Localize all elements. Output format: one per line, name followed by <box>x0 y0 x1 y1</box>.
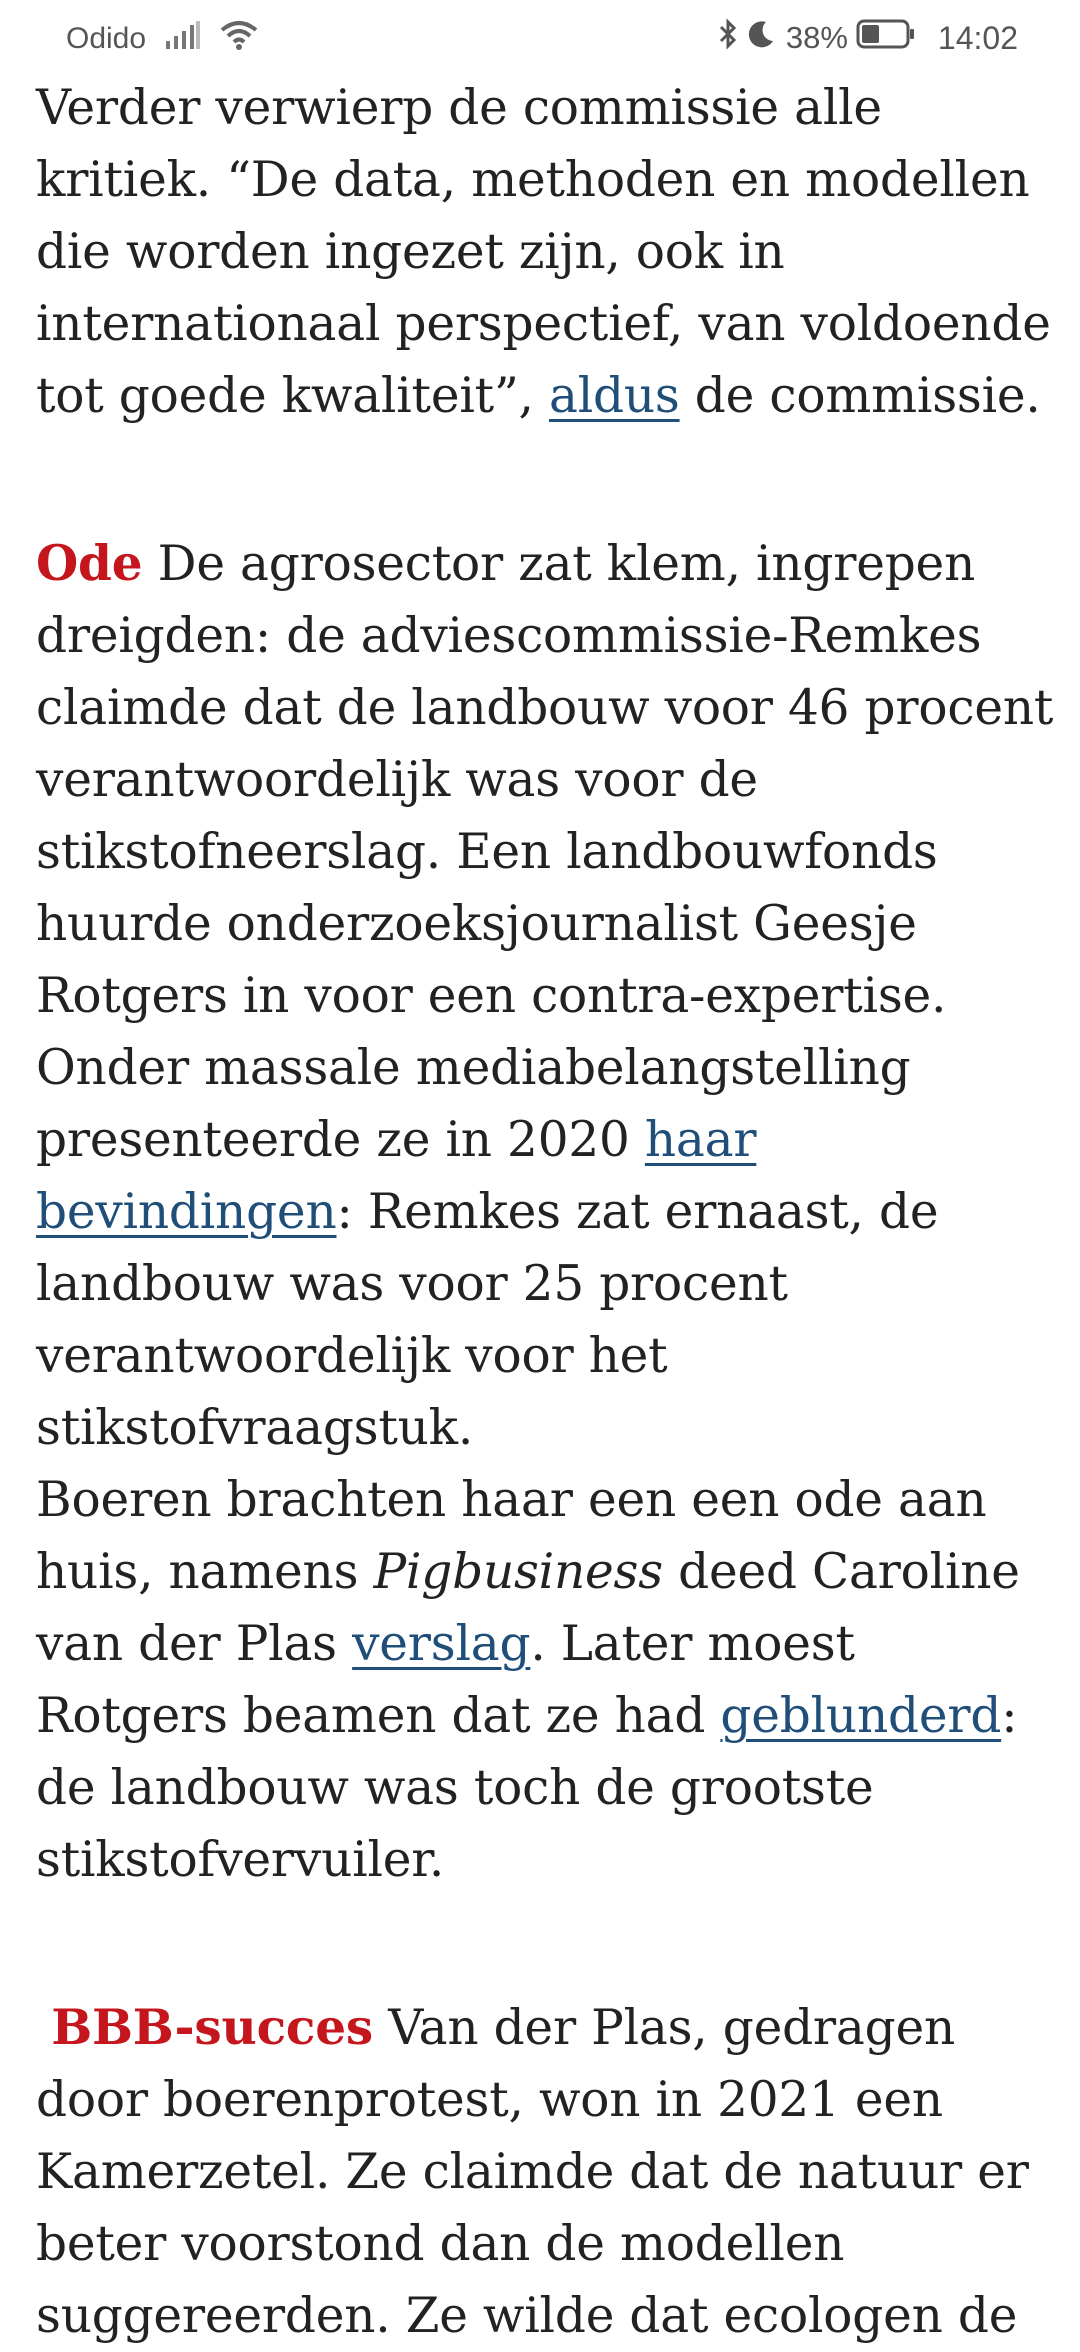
link-verslag[interactable]: verslag <box>352 1616 531 1672</box>
battery-icon <box>856 19 916 57</box>
article-body <box>36 72 1056 2352</box>
link-aldus[interactable]: aldus <box>548 368 680 424</box>
wifi-icon <box>220 20 258 58</box>
paragraph-commissie <box>36 72 1056 432</box>
link-haar-bevindingen[interactable]: haar bevindingen <box>36 1112 757 1240</box>
link-geblunderd[interactable]: geblunderd <box>720 1688 1002 1744</box>
bluetooth-icon <box>718 18 738 58</box>
battery-percent: 38% <box>785 20 848 55</box>
paragraph-text: deed Caroline van der Plas <box>36 1544 1020 1672</box>
pigbusiness-emphasis: Pigbusiness <box>373 1544 663 1600</box>
paragraph-boeren <box>36 1464 1056 1896</box>
paragraph-text: Verder verwierp de commissie alle kritiek. “De data, methoden en modellen die worden ingezet zijn, ook in internationaal perspectief, van voldoende tot goede kwaliteit”, <box>36 80 1051 424</box>
paragraph-text: . Later moest Rotgers beamen dat ze had <box>36 1616 855 1744</box>
paragraph-ode <box>36 528 1056 1464</box>
status-left <box>66 20 258 58</box>
status-right <box>718 18 1018 58</box>
paragraph-text: Van der Plas, gedragen door boerenprotest, won in 2021 een Kamerzetel. Ze claimde dat de natuur er beter voorstond dan de modellen suggereerden. Ze wilde dat ecologen de <box>36 2000 1029 2344</box>
signal-icon <box>166 21 200 57</box>
paragraph-spacer <box>36 432 1056 528</box>
status-bar <box>0 0 1080 78</box>
kicker-bbb-succes: BBB-succes <box>51 1999 374 2056</box>
paragraph-bbb-succes <box>36 1992 1056 2352</box>
paragraph-text: de commissie. <box>679 368 1041 424</box>
clock: 14:02 <box>937 19 1018 56</box>
paragraph-text: Boeren brachten haar een een ode aan huis, namens <box>36 1472 987 1600</box>
paragraph-spacer <box>36 1896 1056 1992</box>
paragraph-text: : Remkes zat ernaast, de landbouw was voor 25 procent verantwoordelijk voor het stikstofvraagstuk. <box>36 1184 939 1456</box>
carrier-label: Odido <box>66 22 147 55</box>
kicker-ode: Ode <box>36 535 143 592</box>
moon-icon <box>746 19 776 57</box>
paragraph-text: De agrosector zat klem, ingrepen dreigden: de adviescommissie-Remkes claimde dat de landbouw voor 46 procent verantwoordelijk was voor de stikstofneerslag. Een landbouwfonds huurde onderzoeksjournalist Geesje Rotgers in voor een contra-expertise. Onder massale mediabelangstelling presenteerde ze in 2020 <box>36 536 1054 1168</box>
paragraph-text: : de landbouw was toch de grootste stikstofvervuiler. <box>36 1688 1018 1888</box>
